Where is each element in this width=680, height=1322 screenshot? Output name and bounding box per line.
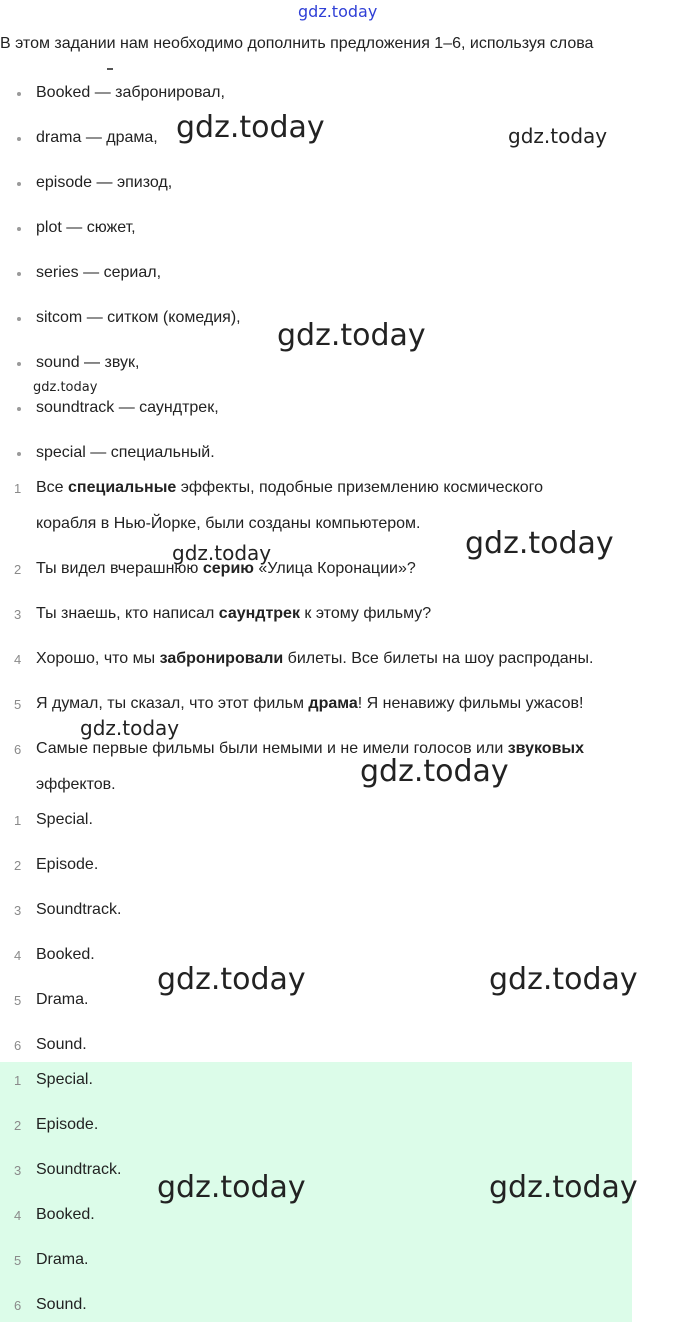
site-watermark-header: gdz.today bbox=[298, 2, 378, 21]
bullet-icon bbox=[17, 227, 21, 231]
sentence-text: Хорошо, что мы bbox=[36, 650, 160, 667]
answer-number: 1 bbox=[14, 1073, 22, 1088]
sentence-text: Ты знаешь, кто написал bbox=[36, 605, 219, 622]
sentence-answer-word: серию bbox=[202, 560, 254, 577]
answer-number: 1 bbox=[14, 813, 22, 828]
answer-text: Episode. bbox=[36, 856, 99, 873]
vocab-ru: специальный. bbox=[110, 444, 215, 461]
answer-number: 2 bbox=[14, 1118, 22, 1133]
answer-text: Sound. bbox=[36, 1296, 87, 1313]
dash: — bbox=[83, 264, 100, 281]
watermark: gdz.today bbox=[465, 526, 614, 561]
watermark: gdz.today bbox=[360, 754, 509, 789]
sentence-text: «Улица Коронации»? bbox=[253, 560, 416, 577]
sentence-number: 3 bbox=[14, 607, 22, 622]
vocab-en: episode bbox=[36, 174, 93, 191]
answer-number: 5 bbox=[14, 1253, 22, 1268]
sentence-text: Ты видел вчерашнюю bbox=[36, 560, 203, 577]
answer-number: 4 bbox=[14, 1208, 22, 1223]
sentence-text: Самые первые фильмы были немыми и не имели голосов или bbox=[36, 740, 508, 757]
vocab-en: Booked bbox=[36, 84, 91, 101]
bullet-icon bbox=[17, 137, 21, 141]
vocab-en: plot bbox=[36, 219, 62, 236]
sentence-text: к этому фильму? bbox=[299, 605, 432, 622]
answer-number: 3 bbox=[14, 1163, 22, 1178]
answer-number: 2 bbox=[14, 858, 22, 873]
vocab-ru: звук, bbox=[104, 354, 140, 371]
vocab-ru: сюжет, bbox=[86, 219, 136, 236]
sentence-answer-word: драма bbox=[308, 695, 358, 712]
sentence-text: эффекты, подобные приземлению космического bbox=[176, 479, 544, 496]
sentence-text: Я думал, ты сказал, что этот фильм bbox=[36, 695, 309, 712]
dash: — bbox=[118, 399, 135, 416]
bullet-icon bbox=[17, 182, 21, 186]
dash: — bbox=[85, 129, 102, 146]
vocab-en: series bbox=[36, 264, 79, 281]
sentence-answer-word: звуковых bbox=[507, 740, 584, 757]
answer-number: 6 bbox=[14, 1038, 22, 1053]
watermark: gdz.today bbox=[176, 110, 325, 145]
watermark: gdz.today bbox=[489, 962, 638, 997]
sentence-number: 6 bbox=[14, 742, 22, 757]
answer-text: Special. bbox=[36, 1071, 93, 1088]
sentence-number: 4 bbox=[14, 652, 22, 667]
dash: — bbox=[84, 354, 101, 371]
bullet-icon bbox=[17, 272, 21, 276]
answer-text: Episode. bbox=[36, 1116, 99, 1133]
dash: — bbox=[94, 84, 111, 101]
vocab-ru: забронировал, bbox=[115, 84, 225, 101]
vocab-ru: саундтрек, bbox=[139, 399, 219, 416]
answer-text: Soundtrack. bbox=[36, 901, 122, 918]
answer-text: Booked. bbox=[36, 1206, 95, 1223]
bullet-icon bbox=[17, 452, 21, 456]
sentence-number: 1 bbox=[14, 481, 22, 496]
watermark: gdz.today bbox=[157, 962, 306, 997]
sentence-text: Все bbox=[36, 479, 69, 496]
vocab-ru: сериал, bbox=[103, 264, 162, 281]
decorative-tick bbox=[107, 68, 113, 70]
sentence-answer-word: специальные bbox=[68, 479, 177, 496]
dash: — bbox=[66, 219, 83, 236]
vocab-en: sitcom bbox=[36, 309, 83, 326]
answer-number: 4 bbox=[14, 948, 22, 963]
answer-number: 5 bbox=[14, 993, 22, 1008]
watermark: gdz.today bbox=[172, 541, 272, 565]
dash: — bbox=[90, 444, 107, 461]
sentence-answer-word: саундтрек bbox=[218, 605, 300, 622]
bullet-icon bbox=[17, 92, 21, 96]
sentence-continuation: эффектов. bbox=[36, 776, 116, 793]
answer-text: Sound. bbox=[36, 1036, 87, 1053]
answer-text: Soundtrack. bbox=[36, 1161, 122, 1178]
answer-number: 6 bbox=[14, 1298, 22, 1313]
answer-text: Special. bbox=[36, 811, 93, 828]
watermark: gdz.today bbox=[157, 1170, 306, 1205]
bullet-icon bbox=[17, 362, 21, 366]
dash: — bbox=[86, 309, 103, 326]
sentence-text: ! Я ненавижу фильмы ужасов! bbox=[357, 695, 584, 712]
watermark: gdz.today bbox=[508, 124, 608, 148]
vocab-ru: эпизод, bbox=[116, 174, 173, 191]
dash: — bbox=[96, 174, 113, 191]
vocab-en: sound bbox=[36, 354, 80, 371]
vocab-ru: ситком (комедия), bbox=[107, 309, 241, 326]
answer-number: 3 bbox=[14, 903, 22, 918]
intro-text: В этом задании нам необходимо дополнить предложения 1–6, используя слова bbox=[0, 35, 594, 52]
sentence-text: билеты. Все билеты на шоу распроданы. bbox=[283, 650, 594, 667]
answer-text: Drama. bbox=[36, 991, 89, 1008]
sentence-number: 5 bbox=[14, 697, 22, 712]
watermark: gdz.today bbox=[489, 1170, 638, 1205]
watermark: gdz.today bbox=[33, 380, 98, 395]
vocab-en: special bbox=[36, 444, 86, 461]
sentence-answer-word: забронировали bbox=[159, 650, 284, 667]
answer-text: Drama. bbox=[36, 1251, 89, 1268]
watermark: gdz.today bbox=[277, 318, 426, 353]
bullet-icon bbox=[17, 407, 21, 411]
vocab-en: soundtrack bbox=[36, 399, 115, 416]
watermark: gdz.today bbox=[80, 716, 180, 740]
sentence-continuation: корабля в Нью-Йорке, были созданы компьютером. bbox=[36, 515, 421, 532]
vocab-en: drama bbox=[36, 129, 82, 146]
sentence-number: 2 bbox=[14, 562, 22, 577]
bullet-icon bbox=[17, 317, 21, 321]
answer-text: Booked. bbox=[36, 946, 95, 963]
vocab-ru: драма, bbox=[106, 129, 158, 146]
